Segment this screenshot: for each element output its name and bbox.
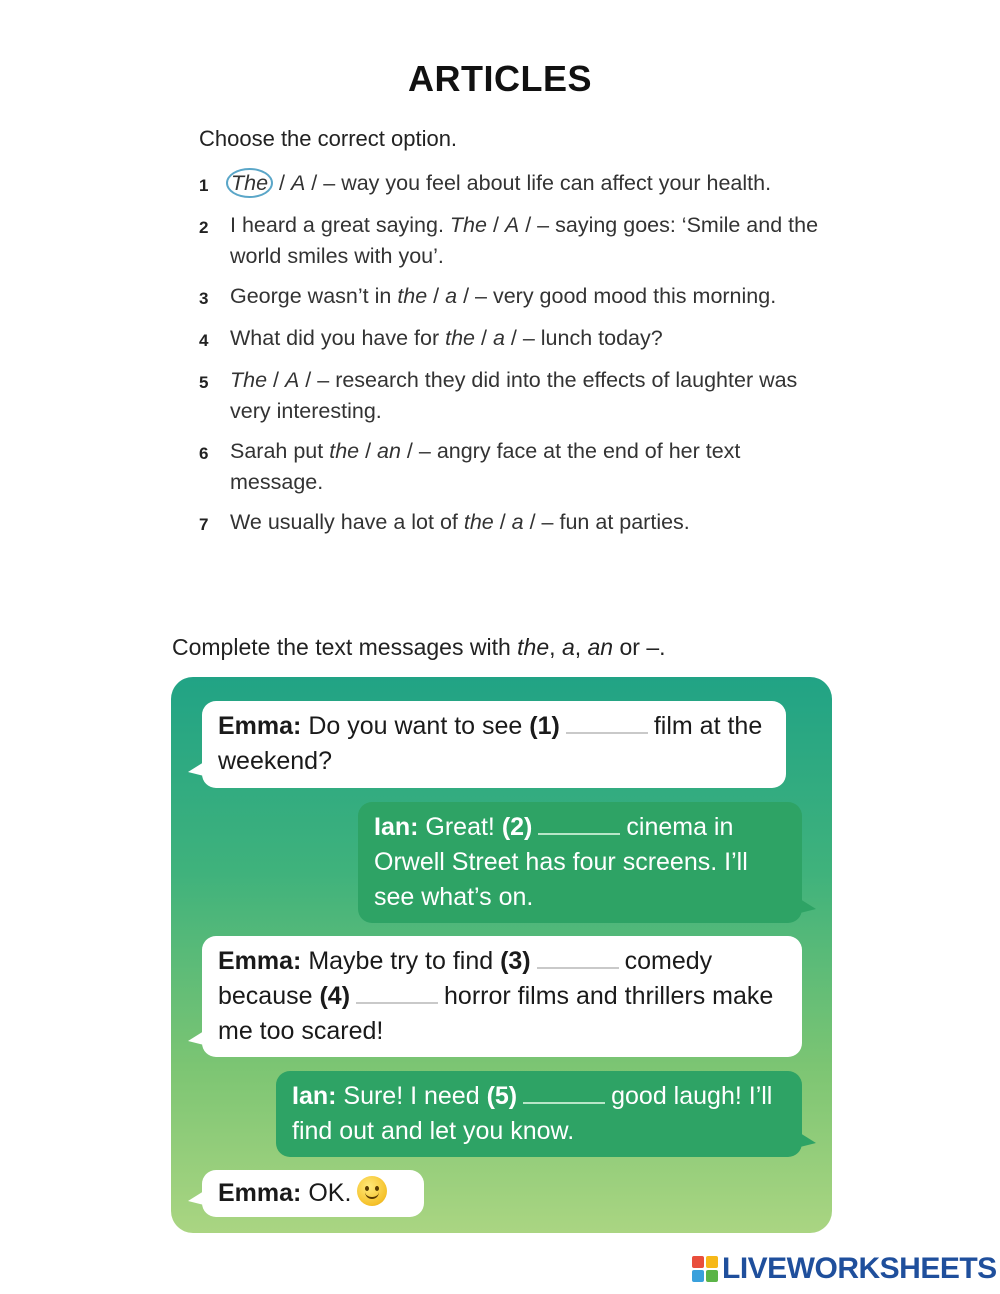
- message-ian-1: [358, 802, 802, 923]
- instruction-an: an: [587, 634, 614, 660]
- gap-4-blank[interactable]: [356, 984, 438, 1004]
- item-pre: Sarah put: [230, 439, 330, 463]
- exercise-item: [199, 323, 819, 356]
- gap-1-blank[interactable]: [566, 714, 648, 734]
- exercise-item: [199, 210, 819, 272]
- option-the[interactable]: the: [397, 284, 428, 308]
- liveworksheets-logo-icon: [692, 1256, 718, 1282]
- separator-dash[interactable]: / –: [519, 213, 556, 237]
- message-text: OK.: [301, 1179, 352, 1207]
- item-post: research they did into the effects of laughter was very interesting.: [230, 368, 798, 423]
- message-emma-2: [202, 936, 802, 1057]
- bubble-tail: [188, 762, 204, 776]
- speaker-name: Ian:: [374, 813, 419, 841]
- option-an[interactable]: an: [377, 439, 401, 463]
- item-number: 3: [199, 289, 209, 308]
- option-a[interactable]: a: [511, 510, 524, 534]
- message-text: comedy because: [218, 947, 713, 1010]
- exercise1-instruction: Choose the correct option.: [199, 126, 458, 151]
- option-a[interactable]: a: [492, 326, 505, 350]
- exercise-item: [199, 507, 819, 540]
- option-a[interactable]: A: [284, 368, 300, 392]
- option-the-selected[interactable]: The: [226, 168, 273, 198]
- gap-2-blank[interactable]: [538, 815, 620, 835]
- bubble-tail: [188, 1191, 204, 1205]
- exercise-item: [199, 365, 819, 427]
- item-post: very good mood this morning.: [492, 284, 777, 308]
- item-post: way you feel about life can affect your health.: [341, 171, 772, 195]
- separator-dash[interactable]: / –: [523, 510, 560, 534]
- exercise-item: [199, 168, 819, 201]
- item-pre: I heard a great saying.: [230, 213, 450, 237]
- message-text: Maybe try to find: [301, 947, 501, 975]
- item-text: [230, 210, 819, 272]
- item-post: lunch today?: [540, 326, 663, 350]
- gap-number: (5): [486, 1082, 518, 1110]
- gap-number: (4): [319, 982, 351, 1010]
- bubble-tail: [800, 1133, 816, 1147]
- brand-name: LIVEWORKSHEETS: [722, 1252, 997, 1285]
- item-post: saying goes: ‘Smile and the world smiles with you’.: [230, 213, 819, 268]
- option-a[interactable]: a: [445, 284, 458, 308]
- exercise-item: [199, 281, 819, 314]
- option-a[interactable]: A: [504, 213, 520, 237]
- speaker-name: Emma:: [218, 947, 302, 975]
- item-post: angry face at the end of her text message.: [230, 439, 741, 494]
- chat-panel: [171, 677, 832, 1233]
- brand-footer: [692, 1252, 997, 1286]
- instruction-comma: ,: [549, 634, 562, 660]
- item-text: [230, 436, 819, 498]
- separator: /: [427, 284, 446, 308]
- option-the[interactable]: The: [230, 368, 268, 392]
- item-number: 2: [199, 218, 209, 237]
- separator-dash[interactable]: / –: [504, 326, 541, 350]
- instruction-pre: Complete the text messages with: [172, 634, 518, 660]
- message-text: film at the weekend?: [218, 712, 763, 775]
- option-the[interactable]: The: [449, 213, 487, 237]
- speaker-name: Emma:: [218, 1179, 302, 1207]
- exercise-item: [199, 436, 819, 498]
- message-text: horror films and thrillers make me too scared!: [218, 982, 774, 1045]
- exercise1-list: [199, 168, 819, 549]
- bubble-tail: [188, 1031, 204, 1045]
- gap-number: (3): [500, 947, 531, 975]
- separator: /: [267, 368, 285, 392]
- separator-dash[interactable]: / –: [400, 439, 437, 463]
- item-pre: George wasn’t in: [230, 284, 398, 308]
- bubble-tail: [800, 899, 816, 913]
- item-text: [230, 281, 819, 314]
- message-text: cinema in Orwell Street has four screens. I’ll see what’s on.: [374, 813, 748, 911]
- item-pre: What did you have for: [230, 326, 446, 350]
- smiley-emoji-icon: [357, 1176, 387, 1206]
- instruction-the: the: [517, 634, 550, 660]
- message-text: Sure! I need: [336, 1082, 487, 1110]
- item-number: 1: [199, 176, 209, 195]
- message-emma-1: [202, 701, 786, 788]
- separator: /: [475, 326, 493, 350]
- exercise2-instruction: [172, 634, 666, 661]
- option-the[interactable]: the: [445, 326, 476, 350]
- separator: /: [493, 510, 512, 534]
- option-the[interactable]: the: [463, 510, 494, 534]
- separator: /: [273, 171, 291, 195]
- gap-number: (1): [529, 712, 560, 740]
- item-pre: We usually have a lot of: [230, 510, 464, 534]
- separator: /: [359, 439, 378, 463]
- item-text: [230, 323, 819, 356]
- page-title: ARTICLES: [408, 58, 592, 99]
- item-text: [230, 507, 819, 540]
- item-number: 5: [199, 373, 209, 392]
- item-post: fun at parties.: [559, 510, 690, 534]
- gap-5-blank[interactable]: [523, 1084, 605, 1104]
- separator-dash[interactable]: / –: [305, 171, 342, 195]
- item-text: [230, 365, 819, 427]
- instruction-post: or –.: [613, 634, 666, 660]
- item-text: [230, 168, 819, 201]
- instruction-comma: ,: [574, 634, 588, 660]
- option-a[interactable]: A: [290, 171, 306, 195]
- speaker-name: Emma:: [218, 712, 302, 740]
- message-ian-2: [276, 1071, 802, 1157]
- instruction-a: a: [561, 634, 575, 660]
- separator-dash[interactable]: / –: [457, 284, 493, 308]
- separator: /: [486, 213, 505, 237]
- item-number: 4: [199, 331, 209, 350]
- gap-3-blank[interactable]: [537, 949, 619, 969]
- option-the[interactable]: the: [329, 439, 360, 463]
- gap-number: (2): [501, 813, 533, 841]
- message-text: Great!: [418, 813, 502, 841]
- item-number: 7: [199, 515, 209, 534]
- message-emma-3: [202, 1170, 424, 1217]
- message-text: good laugh! I’ll find out and let you know.: [292, 1082, 773, 1145]
- item-number: 6: [199, 444, 209, 463]
- separator-dash[interactable]: / –: [299, 368, 336, 392]
- message-text: Do you want to see: [301, 712, 530, 740]
- speaker-name: Ian:: [292, 1082, 337, 1110]
